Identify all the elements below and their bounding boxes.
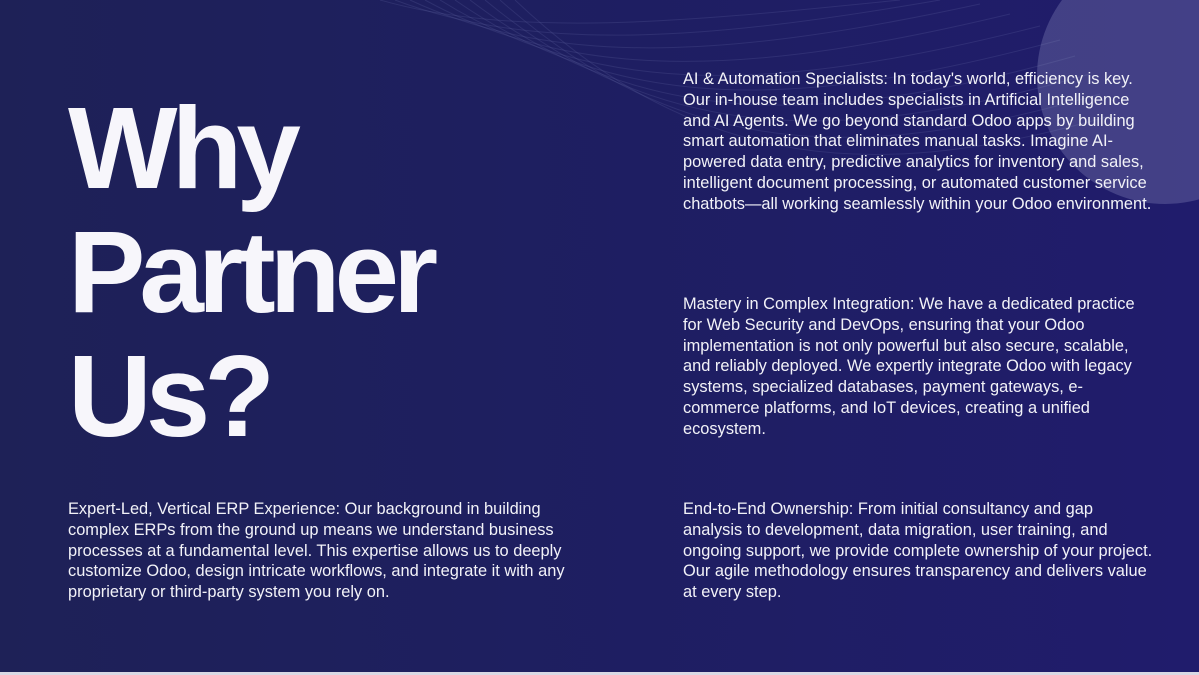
title-line-partner: Partner: [68, 207, 433, 337]
paragraph-ownership: End-to-End Ownership: From initial consultancy and gap analysis to development, data migration, user training, and ongoing support, we provide complete ownership of your project. Our agile methodology ensures transparency and delivers value at every step.: [683, 500, 1153, 602]
paragraph-ai-automation: AI & Automation Specialists: In today's world, efficiency is key. Our in-house team includes specialists in Artificial Intelligence and AI Agents. We go beyond standard Odoo apps by building smart automation that eliminates manual tasks. Imagine AI-powered data entry, predictive analytics for inventory and sales, intelligent document processing, or automated customer service chatbots—all working seamlessly within your Odoo environment.: [683, 70, 1152, 213]
paragraph-expert-led: Expert-Led, Vertical ERP Experience: Our background in building complex ERPs from the ground up means we understand business processes at a fundamental level. This expertise allows us to deeply customize Odoo, design intricate workflows, and integrate it with any proprietary or third-party system you rely on.: [68, 500, 565, 602]
title-line-why: Why: [68, 83, 295, 213]
paragraph-complex-integration: Mastery in Complex Integration: We have a dedicated practice for Web Security and DevOps, ensuring that your Odoo implementation is not only powerful but also secure, scalable, and reliably deployed. We expertly integrate Odoo with legacy systems, specialized databases, payment gateways, e-commerce platforms, and IoT devices, creating a unified ecosystem.: [683, 295, 1135, 438]
title-line-us: Us?: [68, 331, 270, 461]
page-title: [68, 83, 433, 461]
